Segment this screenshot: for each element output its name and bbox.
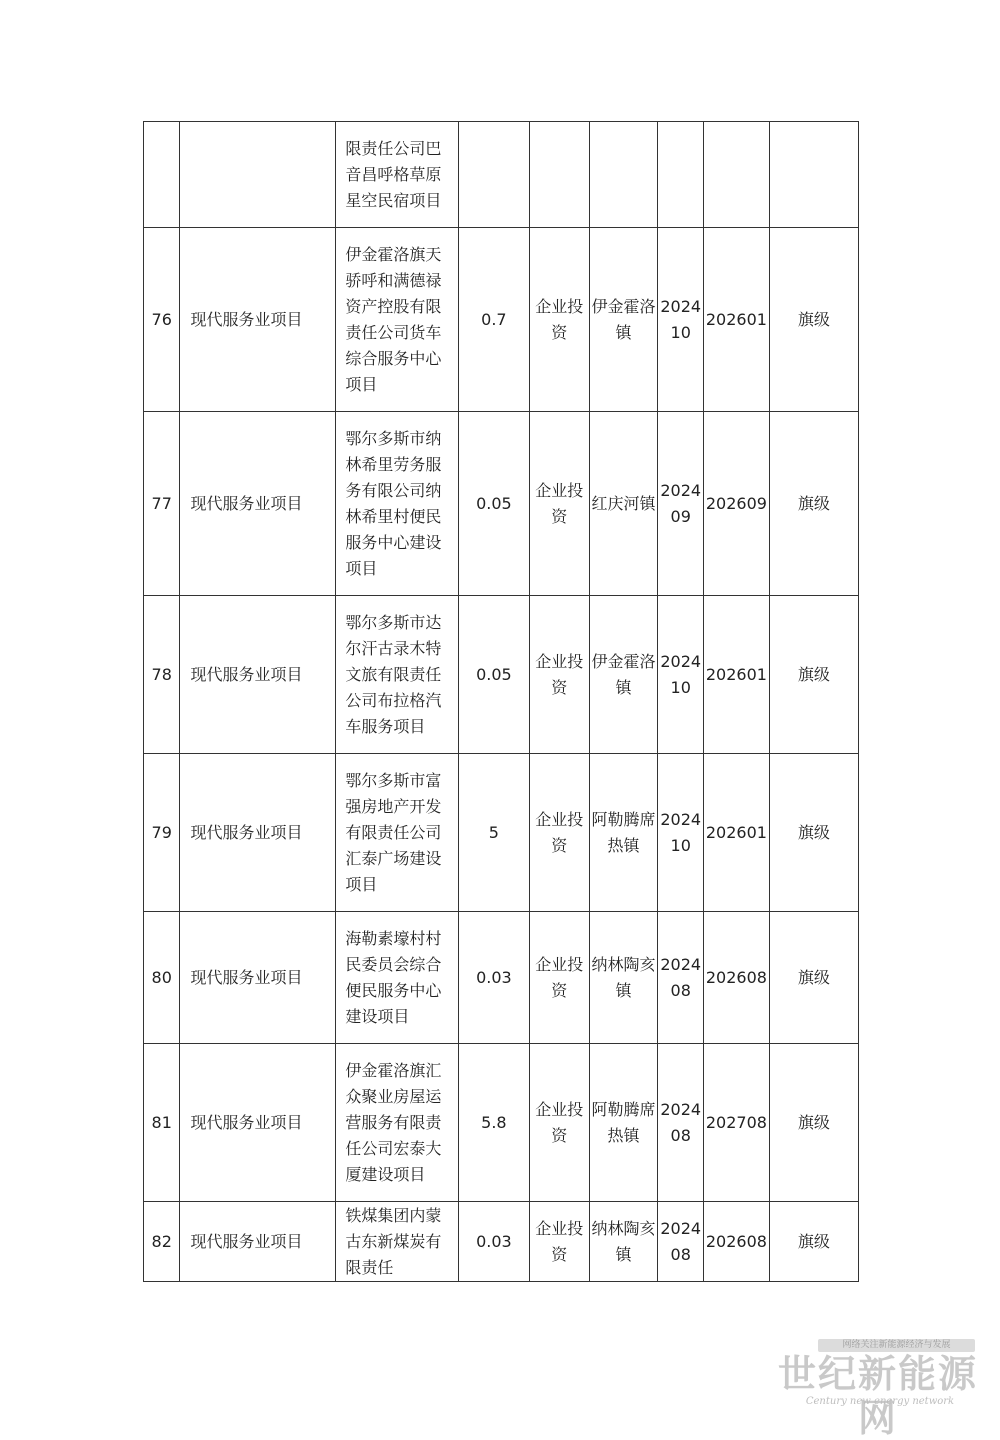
watermark-logo: 世纪新能源网 [777, 1351, 978, 1440]
cell-town [589, 122, 658, 228]
cell-source: 企业投资 [529, 1044, 589, 1202]
cell-start [658, 122, 704, 228]
cell-town: 红庆河镇 [589, 412, 658, 596]
cell-project: 伊金霍洛旗汇众聚业房屋运营服务有限责任公司宏泰大厦建设项目 [336, 1044, 459, 1202]
cell-no: 78 [144, 596, 180, 754]
cell-investment: 5 [458, 754, 529, 912]
cell-project: 伊金霍洛旗天骄呼和满德禄资产控股有限责任公司货车综合服务中心项目 [336, 228, 459, 412]
table-row [144, 754, 859, 912]
cell-source: 企业投资 [529, 912, 589, 1044]
table-row [144, 1044, 859, 1202]
cell-level: 旗级 [769, 754, 858, 912]
cell-no: 81 [144, 1044, 180, 1202]
cell-investment: 0.03 [458, 912, 529, 1044]
cell-town: 纳林陶亥镇 [589, 1202, 658, 1282]
cell-source: 企业投资 [529, 1202, 589, 1282]
cell-project: 鄂尔多斯市达尔汗古录木特文旅有限责任公司布拉格汽车服务项目 [336, 596, 459, 754]
cell-investment [458, 122, 529, 228]
cell-investment: 5.8 [458, 1044, 529, 1202]
cell-level [769, 122, 858, 228]
cell-level: 旗级 [769, 1044, 858, 1202]
table-row [144, 228, 859, 412]
cell-investment: 0.05 [458, 412, 529, 596]
watermark-subtitle: Century new energy network [805, 1396, 955, 1407]
cell-level: 旗级 [769, 228, 858, 412]
cell-end: 202608 [704, 1202, 770, 1282]
cell-start: 202408 [658, 1044, 704, 1202]
table-row [144, 912, 859, 1044]
cell-start: 202410 [658, 596, 704, 754]
cell-project: 铁煤集团内蒙古东新煤炭有限责任 [336, 1202, 459, 1282]
cell-start: 202408 [658, 1202, 704, 1282]
cell-category: 现代服务业项目 [180, 1044, 336, 1202]
cell-source: 企业投资 [529, 596, 589, 754]
cell-source: 企业投资 [529, 412, 589, 596]
cell-no [144, 122, 180, 228]
cell-end: 202601 [704, 228, 770, 412]
cell-level: 旗级 [769, 412, 858, 596]
table-row [144, 1202, 859, 1282]
cell-category: 现代服务业项目 [180, 412, 336, 596]
cell-project: 限责任公司巴音昌呼格草原星空民宿项目 [336, 122, 459, 228]
cell-no: 76 [144, 228, 180, 412]
cell-start: 202408 [658, 912, 704, 1044]
cell-end: 202708 [704, 1044, 770, 1202]
cell-end: 202601 [704, 754, 770, 912]
cell-no: 79 [144, 754, 180, 912]
cell-town: 纳林陶亥镇 [589, 912, 658, 1044]
cell-project: 海勒素壕村村民委员会综合便民服务中心建设项目 [336, 912, 459, 1044]
cell-category: 现代服务业项目 [180, 228, 336, 412]
cell-start: 202409 [658, 412, 704, 596]
project-table [143, 121, 859, 1282]
cell-start: 202410 [658, 228, 704, 412]
cell-level: 旗级 [769, 596, 858, 754]
cell-no: 80 [144, 912, 180, 1044]
table-row [144, 596, 859, 754]
cell-no: 82 [144, 1202, 180, 1282]
cell-no: 77 [144, 412, 180, 596]
cell-level: 旗级 [769, 912, 858, 1044]
cell-category: 现代服务业项目 [180, 596, 336, 754]
cell-level: 旗级 [769, 1202, 858, 1282]
cell-category: 现代服务业项目 [180, 1202, 336, 1282]
cell-investment: 0.05 [458, 596, 529, 754]
cell-source [529, 122, 589, 228]
cell-start: 202410 [658, 754, 704, 912]
cell-town: 阿勒腾席热镇 [589, 1044, 658, 1202]
cell-investment: 0.03 [458, 1202, 529, 1282]
cell-town: 伊金霍洛镇 [589, 228, 658, 412]
cell-project: 鄂尔多斯市富强房地产开发有限责任公司汇泰广场建设项目 [336, 754, 459, 912]
cell-source: 企业投资 [529, 754, 589, 912]
cell-category: 现代服务业项目 [180, 754, 336, 912]
cell-town: 阿勒腾席热镇 [589, 754, 658, 912]
cell-end [704, 122, 770, 228]
cell-end: 202608 [704, 912, 770, 1044]
cell-end: 202609 [704, 412, 770, 596]
cell-source: 企业投资 [529, 228, 589, 412]
cell-investment: 0.7 [458, 228, 529, 412]
cell-town: 伊金霍洛镇 [589, 596, 658, 754]
cell-end: 202601 [704, 596, 770, 754]
table-body [144, 122, 859, 1282]
table-row [144, 412, 859, 596]
cell-category: 现代服务业项目 [180, 912, 336, 1044]
cell-category [180, 122, 336, 228]
watermark-tagline: 网络关注新能源经济与发展 [818, 1339, 975, 1352]
cell-project: 鄂尔多斯市纳林希里劳务服务有限公司纳林希里村便民服务中心建设项目 [336, 412, 459, 596]
table-row [144, 122, 859, 228]
